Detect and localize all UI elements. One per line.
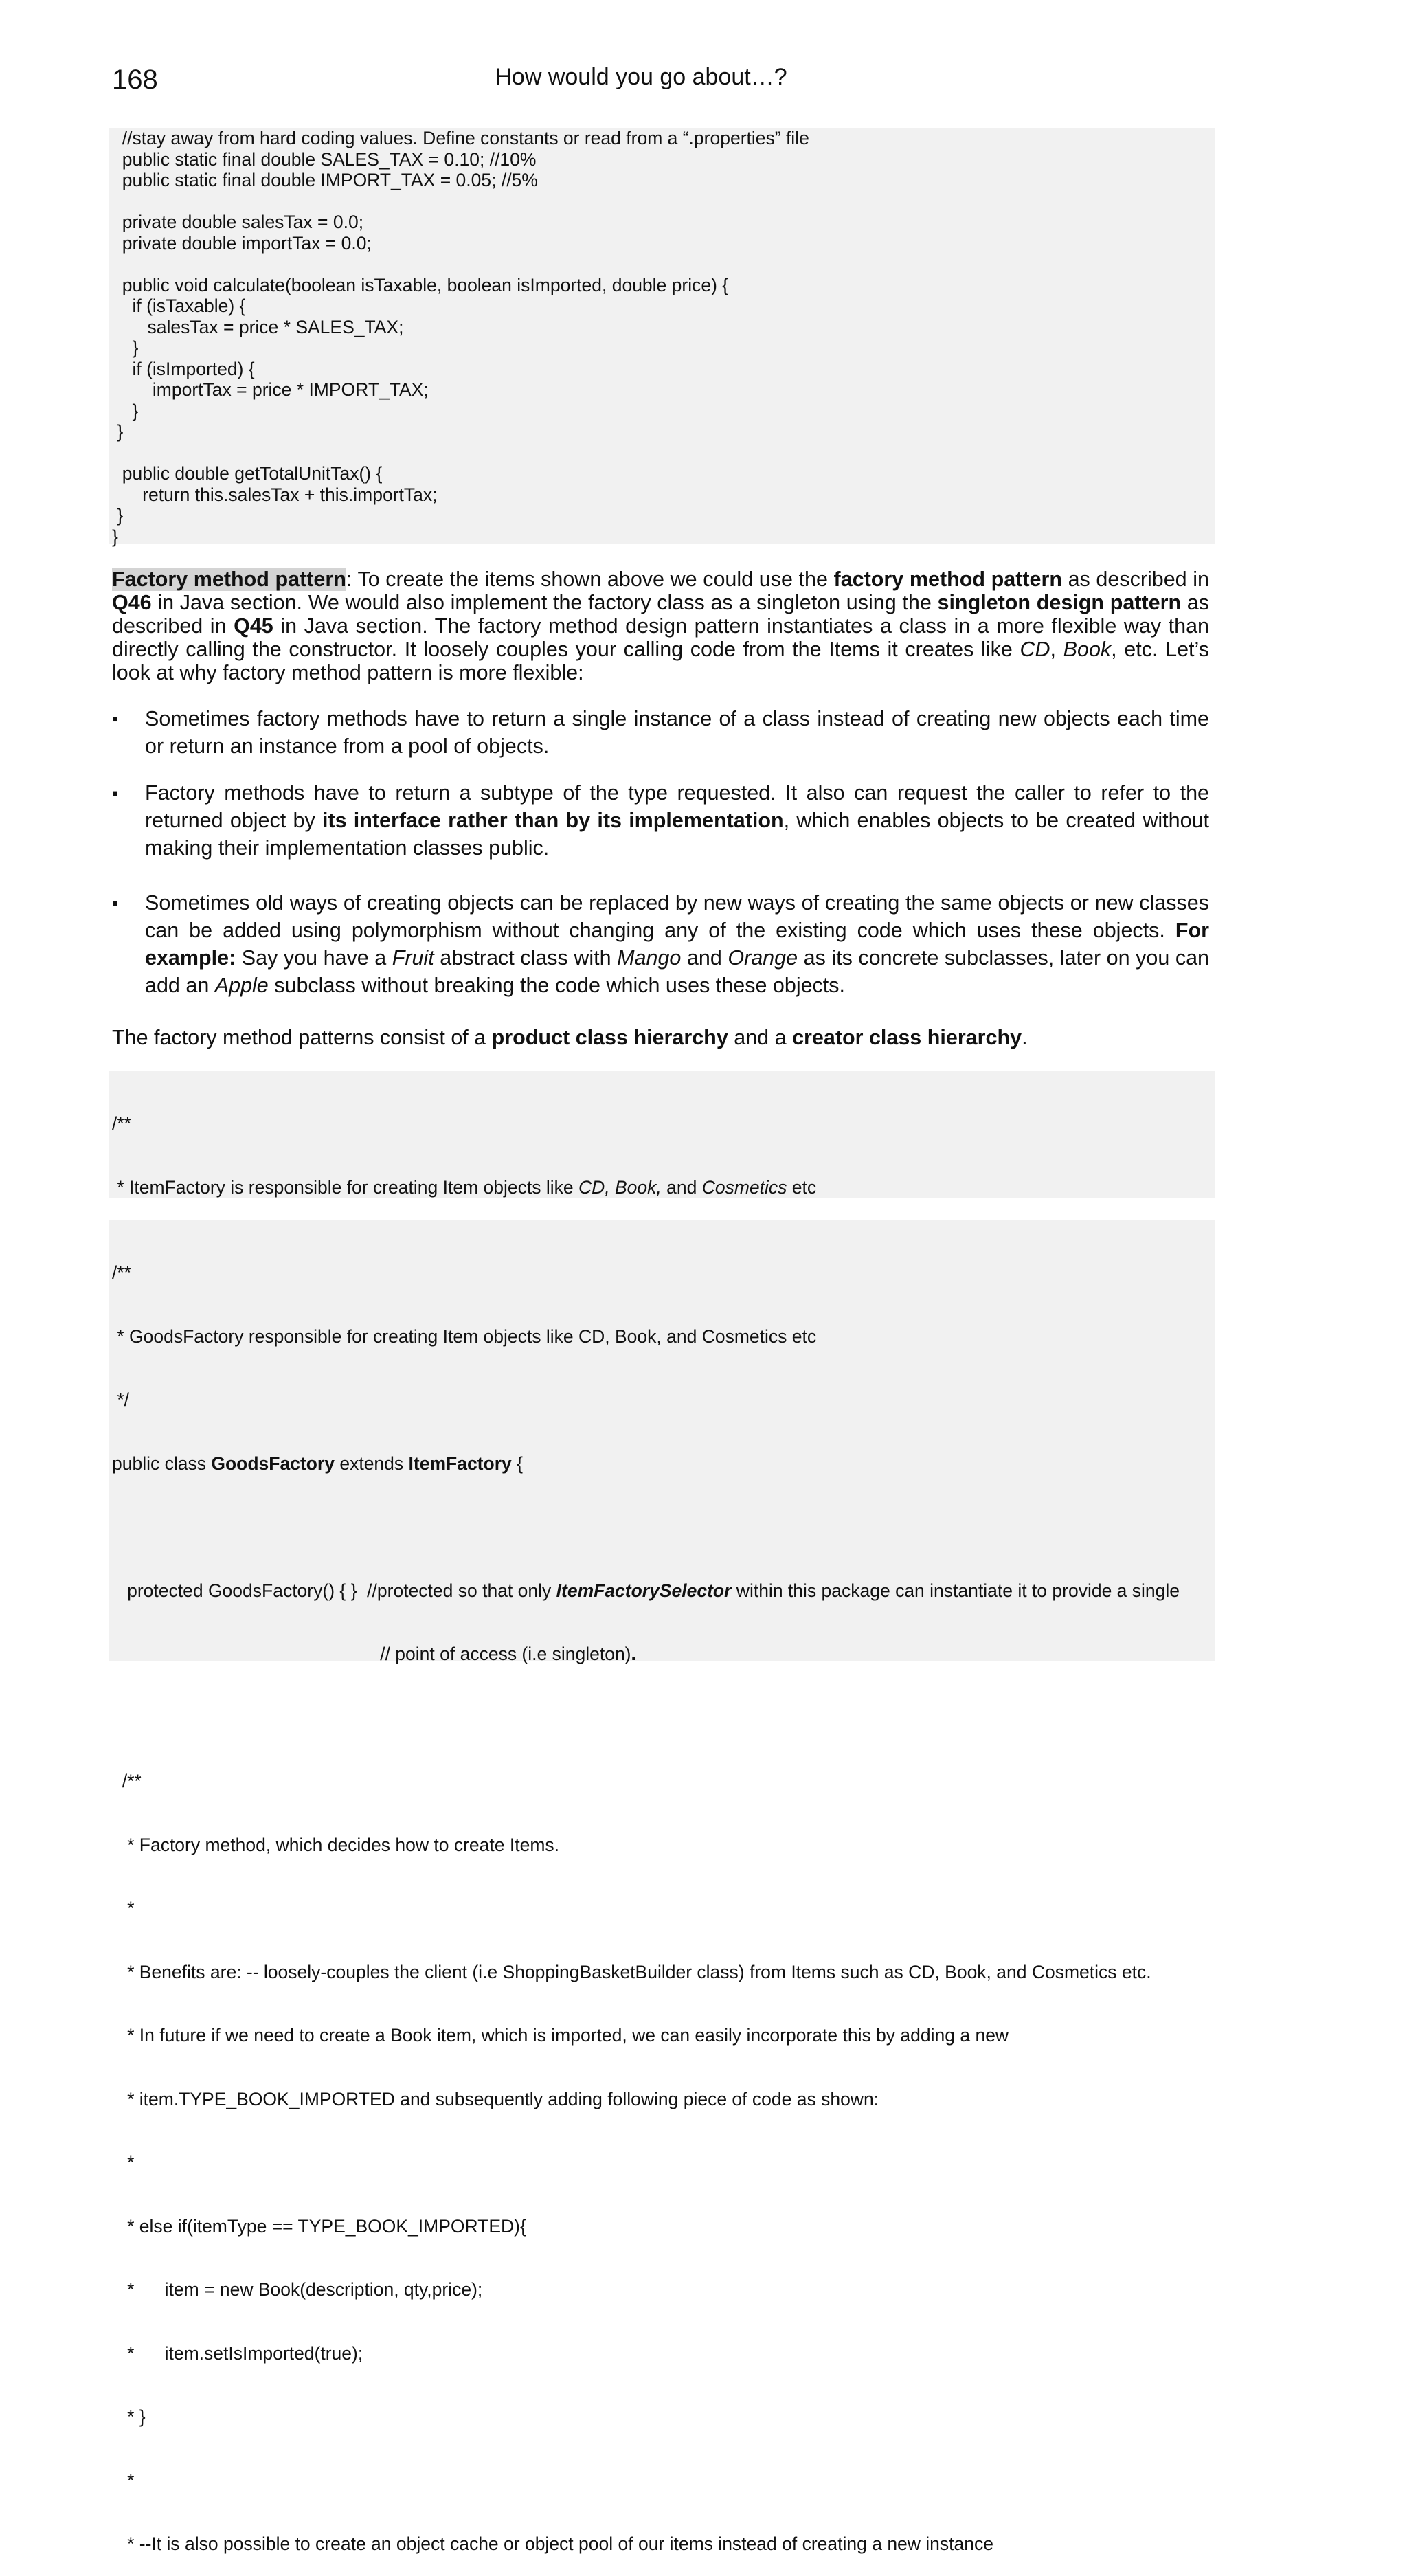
code-text: // point of access (i.e singleton) [112,1644,631,1664]
code-line [109,1453,1215,1475]
bold-term: its interface rather than by its implementation [322,809,784,832]
paragraph-text: , etc. Let’s look at why factory method pattern is more flexible: [112,638,1209,684]
bullet-marker: ▪ [112,783,119,803]
code-line: * Benefits are: -- loosely-couples the client (i.e ShoppingBasketBuilder class) from Items such as CD, Book, and Cosmetics etc. [112,1961,1151,1982]
code-line: * item = new Book(description, qty,price); [112,2279,483,2300]
code-block-item-factory [109,1071,1215,1198]
running-header-title: How would you go about…? [495,64,787,90]
code-line: } [112,421,124,442]
bullet-text-part: Say you have a [236,946,392,970]
bullet-text-part: and [681,946,728,970]
italic-term: Fruit [392,946,434,970]
code-text: etc [787,1176,817,1198]
paragraph-text: in Java section. The factory method design pattern instantiates a class in a more flexible way than directly calling the constructor. It loosely couples your calling code from the Items it creates like [112,614,1209,661]
code-line: * } [112,2406,146,2427]
hierarchy-sentence [112,1024,1209,1051]
bold-term: creator class hierarchy [792,1026,1022,1049]
question-reference: Q46 [112,591,152,614]
code-line: * item.setIsImported(true); [112,2342,363,2364]
italic-term: CD [1020,638,1050,661]
italic-term: CD, Book, [578,1176,662,1198]
code-text: { [511,1453,523,1474]
code-line: } [112,337,139,358]
code-line: * [112,2469,135,2491]
code-line: * else if(itemType == TYPE_BOOK_IMPORTED){ [112,2215,526,2237]
code-line: public double getTotalUnitTax() { [112,463,383,484]
code-line: public static final double SALES_TAX = 0.10; //10% [112,148,537,170]
code-line: * Factory method, which decides how to create Items. [112,1834,560,1855]
paragraph-text: and a [728,1026,793,1049]
code-line: private double salesTax = 0.0; [112,212,364,232]
code-block-tax-calculator [109,128,1215,547]
class-name: ItemFactorySelector [556,1580,732,1601]
bold-term: For example: [145,919,1209,970]
page-number: 168 [112,65,158,95]
code-line [109,254,1215,275]
code-text: public class [112,1453,212,1474]
code-line: //stay away from hard coding values. Define constants or read from a “.properties” file [112,128,809,148]
code-line: } [112,526,118,547]
bullet-text-part: Factory methods have to return a subtype of the type requested. It also can request the caller to refer to the returned object by [145,781,1209,832]
code-text: * ItemFactory is responsible for creating Item objects like [112,1176,578,1198]
code-line: if (isTaxable) { [112,295,246,316]
bullet-text: Sometimes factory methods have to return a single instance of a class instead of creating new objects each time or return an instance from a pool of objects. [145,707,1209,758]
paragraph-text: : To create the items shown above we could use the [346,568,834,591]
bold-term: singleton design pattern [937,591,1182,614]
code-line: /** [112,1771,142,1791]
code-text: within this package can instantiate it to provide a single [731,1580,1180,1601]
code-line: importTax = price * IMPORT_TAX; [112,379,429,400]
code-line: /** [112,1262,131,1283]
paragraph-text: in Java section. We would also implement the factory class as a singleton using the [151,591,938,614]
code-line [109,1707,1215,1729]
code-line [109,1580,1215,1602]
code-line: public void calculate(boolean isTaxable, boolean isImported, double price) { [112,274,729,295]
class-name: ItemFactory [408,1453,512,1474]
paragraph-text: as described in [1061,568,1209,591]
factory-method-label: Factory method pattern [112,568,346,591]
italic-term: Orange [728,946,798,970]
bullet-text-part: abstract class with [434,946,618,970]
italic-term: Cosmetics [701,1176,787,1198]
paragraph-text: , [1050,638,1063,661]
bullet-text [145,889,1209,999]
code-line [109,443,1215,464]
code-text: extends [334,1453,409,1474]
code-line [109,1644,1215,1665]
code-line: private double importTax = 0.0; [112,232,372,254]
code-line: } [112,400,139,421]
bullet-text-part: , which enables objects to be created without making their implementation classes public. [145,809,1209,860]
code-text: . [631,1644,636,1664]
code-text: and [661,1176,702,1198]
bullet-item [112,889,1209,999]
paragraph-text: . [1022,1026,1028,1049]
code-text: protected GoodsFactory() { } //protected so that only [112,1580,556,1601]
bullet-marker: ▪ [112,893,119,913]
code-line: * GoodsFactory responsible for creating Item objects like CD, Book, and Cosmetics etc [112,1325,817,1347]
code-line: * item.TYPE_BOOK_IMPORTED and subsequently adding following piece of code as shown: [112,2088,879,2109]
code-line: } [112,505,124,526]
factory-method-paragraph [112,568,1209,684]
paragraph-text: as described in [112,591,1209,638]
bold-term: factory method pattern [833,568,1062,591]
code-line: public static final double IMPORT_TAX = 0.05; //5% [112,170,538,190]
code-line: * [112,2152,135,2173]
code-line [109,191,1215,212]
bullet-item [112,779,1209,862]
code-line: * --It is also possible to create an object cache or object pool of our items instead of creating a new instance [112,2533,993,2554]
paragraph-text: The factory method patterns consist of a [112,1026,492,1049]
code-line [109,1177,1215,1198]
bullet-item [112,705,1209,760]
code-block-goods-factory [109,1220,1215,2554]
bullet-marker: ▪ [112,708,119,729]
code-line: */ [112,1389,130,1410]
code-line: return this.salesTax + this.importTax; [112,484,438,505]
class-name: GoodsFactory [211,1453,335,1474]
bullet-text [145,779,1209,862]
code-line: * [112,1898,135,1918]
italic-term: Apple [214,974,269,997]
code-line: /** [112,1113,131,1134]
code-line: if (isImported) { [112,358,255,379]
question-reference: Q45 [234,614,273,638]
bold-term: product class hierarchy [491,1026,728,1049]
code-line: * In future if we need to create a Book item, which is imported, we can easily incorporate this by adding a new [112,2025,1009,2046]
code-line: salesTax = price * SALES_TAX; [112,316,404,337]
bullet-text-part: Sometimes old ways of creating objects can be replaced by new ways of creating the same objects or new classes can be added using polymorphism without changing any of the existing code which uses these objects. [145,891,1209,942]
bullet-text-part: subclass without breaking the code which uses these objects. [268,974,846,997]
italic-term: Mango [617,946,682,970]
italic-term: Book [1063,638,1112,661]
code-line [109,1516,1215,1538]
bullet-text-part: as its concrete subclasses, later on you can add an [145,946,1210,997]
